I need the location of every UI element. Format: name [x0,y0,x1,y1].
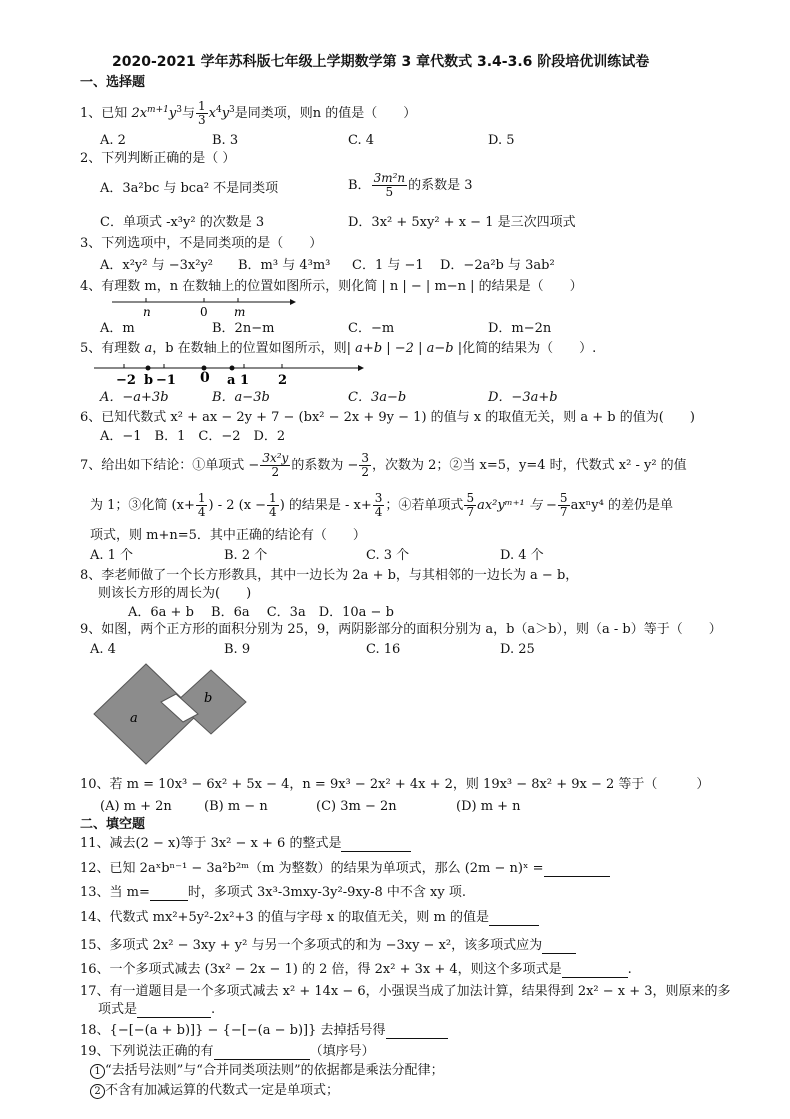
q7-frac5-num: 3 [374,491,383,505]
q7-frac1 [260,452,290,479]
q1-text-b: 与 [181,106,195,122]
question-16 [80,963,632,978]
q19-item-2-text: 不含有加减运算的代数式一定是单项式； [105,1083,340,1098]
q6-options: A．−1 B．1 C．−2 D．2 [100,429,286,444]
q7-line1-c: ，次数为 2；②当 x=5，y=4 时，代数式 x² - y² 的值 [371,458,687,474]
q17-line2-a: 项式是 [98,1002,138,1017]
q1-option-c: C. 4 [348,133,375,148]
question-17-line-2 [98,1003,215,1018]
question-7-line-2 [90,492,673,519]
q5-label-a: a [227,373,236,388]
q5-number: 5、 [80,341,102,356]
q5-text-a: 有理数 [101,341,141,356]
q7-line2-f: axⁿy⁴ 的差仍是单 [570,498,673,514]
q5-point-b [146,366,151,371]
q9-text: 如图，两个正方形的面积分别为 25，9，两阴影部分的面积分别为 a，b（a＞b），则（a - b）等于（ ） [101,622,722,637]
q1-sup2b: 3 [229,104,235,115]
section-heading-fill: 二、填空题 [80,817,146,832]
q19-item-2-number: 2 [90,1084,105,1099]
section-heading-choice: 一、选择题 [80,75,146,90]
question-17-line-1 [80,985,731,1000]
q2-option-b-post: 的系数是 3 [408,178,473,194]
q7-frac7 [558,492,570,519]
q9-number: 9、 [80,622,102,637]
q7-frac2 [359,452,371,479]
q18-number: 18、 [80,1023,110,1038]
q17-number: 17、 [80,984,110,999]
q13-text-b: 时，多项式 3x³-3mxy-3y²-9xy-8 中不含 xy 项. [187,885,466,900]
q7-option-c: C. 3 个 [366,548,410,563]
q19-number: 19、 [80,1044,110,1059]
q19-item-1-text: “去括号法则”与“合并同类项法则”的依据都是乘法分配律； [105,1063,444,1078]
q5-label-2: 2 [278,373,288,388]
q11-number: 11、 [80,836,110,851]
q9-label-b: b [204,691,213,706]
q7-frac3 [196,492,208,519]
q5-option-b: B．a−3b [212,390,270,405]
question-11 [80,837,411,852]
question-8-line-2: 则该长方形的周长为( ) [98,586,252,601]
q2-b-frac-num: 3m²n [373,171,406,185]
q4-text: 有理数 m，n 在数轴上的位置如图所示，则化简 | n | − | m−n | 的结果是（ ） [101,279,583,294]
q2-option-b [348,172,473,199]
q7-frac6 [464,492,476,519]
q9-label-a: a [130,711,138,726]
question-8-line-1 [80,569,578,584]
q5-point-a [230,366,235,371]
q7-frac3-den: 4 [197,505,206,520]
q14-number: 14、 [80,910,110,925]
q3-option-c: C．1 与 −1 [352,258,424,273]
q12-number: 12、 [80,861,110,876]
q7-frac2-num: 3 [361,451,369,465]
q7-line2-c: ) 的结果是 - x+ [279,498,372,514]
q7-line1-b: 的系数为 − [291,458,359,474]
q7-frac6-num: 5 [466,491,475,505]
q4-label-m: m [234,305,246,319]
q4-option-c: C．−m [348,321,395,336]
q3-option-a: A．x²y² 与 −3x²y² [100,258,214,273]
q1-text-a: 已知 [101,106,128,122]
q14-text: 代数式 mx²+5y²-2x²+3 的值与字母 x 的取值无关，则 m 的值是 [109,910,489,925]
q13-answer-blank[interactable] [150,888,188,901]
q5-number-line [90,360,370,388]
q2-option-d: D．3x² + 5xy² + x − 1 是三次四项式 [348,215,576,230]
q1-number: 1、 [80,106,102,122]
q1-frac-den: 3 [197,113,206,128]
question-6 [80,411,695,426]
q4-option-a: A．m [100,321,135,336]
q5-label-zero: 0 [200,370,210,386]
q17-answer-blank[interactable] [137,1005,211,1018]
q16-number: 16、 [80,962,110,977]
q8-number: 8、 [80,568,102,583]
q4-option-b: B．2n−m [212,321,275,336]
q7-line2-e: ax²yᵐ⁺¹ 与 − [477,498,557,514]
q19-answer-blank[interactable] [214,1047,310,1060]
q1-expr2b: y [221,106,230,122]
q11-text: 减去(2 − x)等于 3x² − x + 6 的整式是 [109,836,342,851]
q6-text: 已知代数式 x² + ax − 2y + 7 − (bx² − 2x + 9y − 1) 的值与 x 的取值无关，则 a + b 的值为( ) [101,410,695,425]
q8-options: A．6a + b B．6a C．3a D．10a − b [128,605,394,620]
q7-number: 7、 [80,458,102,474]
q13-text-a: 当 m= [109,885,150,900]
q17-line1: 有一道题目是一个多项式减去 x² + 14x − 6，小强误当成了加法计算，结果得到 2x² − x + 3，则原来的多 [109,984,731,999]
q8-line1: 李老师做了一个长方形教具，其中一边长为 2a + b，与其相邻的一边长为 a − b， [101,568,579,583]
q4-axis-arrow [290,299,296,305]
q5-axis-arrow [358,365,364,371]
q9-option-c: C. 16 [366,642,401,657]
q7-frac1-num: 3x²y [262,451,289,465]
q2-b-frac-den: 5 [385,185,394,200]
q2-option-a: A．3a²bc 与 bca² 不是同类项 [100,181,279,196]
q1-option-b: B. 3 [212,133,239,148]
question-7-line-1 [80,452,687,479]
q7-option-b: B. 2 个 [224,548,268,563]
question-13 [80,886,466,901]
q7-line2-d: ；④若单项式 [385,498,464,514]
q7-frac1-den: 2 [271,465,280,480]
q7-frac7-num: 5 [559,491,568,505]
q12-text: 已知 2aˣbⁿ⁻¹ − 3a²b²ᵐ（m 为整数）的结果为单项式，那么 (2m − n)ˣ = [109,861,544,876]
question-5 [80,342,596,357]
q1-fraction [196,100,208,127]
q10-number: 10、 [80,777,110,792]
q10-text: 若 m = 10x³ − 6x² + 5x − 4，n = 9x³ − 2x² + 4x + 2，则 19x³ − 8x² + 9x − 2 等于（ ） [109,777,710,792]
q5-option-a: A．−a+3b [100,390,169,405]
question-3 [80,237,322,252]
q15-number: 15、 [80,938,110,953]
q9-squares-figure [88,660,248,770]
question-4 [80,280,583,295]
page-title: 2020-2021 学年苏科版七年级上学期数学第 3 章代数式 3.4-3.6 阶段培优训练试卷 [112,54,650,70]
q7-line2-b: ) - 2 (x − [208,498,267,514]
q5-option-d: D．−3a+b [488,390,558,405]
q16-text-b: . [627,962,632,977]
q5-label-neg1: −1 [156,373,176,388]
q14-answer-blank[interactable] [489,913,539,926]
q10-option-c: (C) 3m − 2n [316,799,397,814]
q2-option-c: C．单项式 -x³y² 的次数是 3 [100,215,265,230]
q3-text: 下列选项中，不是同类项的是（ ） [101,236,323,251]
q7-frac7-den: 7 [559,505,568,520]
q3-number: 3、 [80,236,102,251]
question-1 [80,100,416,127]
q18-text: {−[−(a + b)]} − {−[−(a − b)]} 去掉括号得 [109,1023,386,1038]
question-14 [80,911,539,926]
q7-line2-a: 为 1；③化简 (x+ [90,498,195,514]
q5-text-b: ，b 在数轴上的位置如图所示，则 [152,341,347,356]
q16-answer-blank[interactable] [562,965,628,978]
q3-option-d: D．−2a²b 与 3ab² [440,258,555,273]
q4-label-zero: 0 [200,305,208,319]
question-15 [80,939,576,954]
q7-option-a: A. 1 个 [90,548,134,563]
question-7-line-3: 项式，则 m+n=5．其中正确的结论有（ ） [90,528,366,543]
q16-text-a: 一个多项式减去 (3x² − 2x − 1) 的 2 倍，得 2x² + 3x + 4，则这个多项式是 [109,962,562,977]
q2-number: 2、 [80,151,102,166]
question-10 [80,778,709,793]
q7-frac6-den: 7 [466,505,475,520]
q10-option-b: (B) m − n [204,799,268,814]
q19-item-1-number: 1 [90,1064,105,1079]
q5-var-a: a [144,341,153,356]
q4-label-n: n [143,305,151,319]
q2-text: 下列判断正确的是（ ） [101,151,236,166]
q19-text-b: （填序号） [309,1044,375,1059]
q1-sup1: m+1 [147,104,169,115]
q7-frac5-den: 4 [374,505,383,520]
q19-text-a: 下列说法正确的有 [109,1044,214,1059]
q1-expr2: x [208,106,216,122]
q1-option-a: A. 2 [100,133,126,148]
q7-line1-a: 给出如下结论：①单项式 − [101,458,260,474]
question-9 [80,623,722,638]
q15-text: 多项式 2x² − 3xy + y² 与另一个多项式的和为 −3xy − x²，该多项式应为 [109,938,543,953]
question-2 [80,152,235,167]
q4-number-line [108,296,298,320]
q4-option-d: D．m−2n [488,321,552,336]
question-18 [80,1024,448,1039]
q7-option-d: D. 4 个 [500,548,544,563]
q1-expr1b: y [168,106,177,122]
q2-option-b-pre: B． [348,178,371,194]
q12-answer-blank[interactable] [544,864,610,877]
question-12 [80,862,610,877]
q5-expr: | a+b | −2 | a−b | [346,341,463,356]
q7-frac4 [267,492,279,519]
q1-sup1b: 3 [176,104,182,115]
q18-answer-blank[interactable] [386,1026,448,1039]
q1-frac-num: 1 [197,99,206,113]
q17-line2-b: . [211,1002,216,1017]
q11-answer-blank[interactable] [341,839,411,852]
q1-expr1: 2x [131,106,148,122]
q13-number: 13、 [80,885,110,900]
q3-option-b: B．m³ 与 4³m³ [238,258,331,273]
q9-option-d: D. 25 [500,642,535,657]
q19-item-1 [90,1064,444,1079]
q4-number: 4、 [80,279,102,294]
q7-frac3-num: 1 [197,491,206,505]
q7-frac4-den: 4 [269,505,277,520]
question-19 [80,1045,375,1060]
q1-text-c: 是同类项，则n 的值是（ ） [234,106,417,122]
q19-item-2 [90,1084,339,1099]
q7-frac4-num: 1 [269,491,277,505]
q9-option-a: A. 4 [90,642,116,657]
q5-label-neg2: −2 [116,373,136,388]
q10-option-d: (D) m + n [456,799,521,814]
q2-option-b-fraction [372,172,408,199]
q7-frac5 [373,492,385,519]
q15-answer-blank[interactable] [542,941,576,954]
q5-option-c: C．3a−b [348,390,407,405]
q7-frac2-den: 2 [361,465,369,480]
q10-option-a: (A) m + 2n [100,799,172,814]
q9-option-b: B. 9 [224,642,251,657]
q1-option-d: D. 5 [488,133,515,148]
q5-label-b: b [144,373,154,388]
q5-text-c: 化简的结果为（ ）. [462,341,597,356]
q1-sup2: 4 [215,104,222,115]
q5-label-1: 1 [240,373,250,388]
q6-number: 6、 [80,410,102,425]
